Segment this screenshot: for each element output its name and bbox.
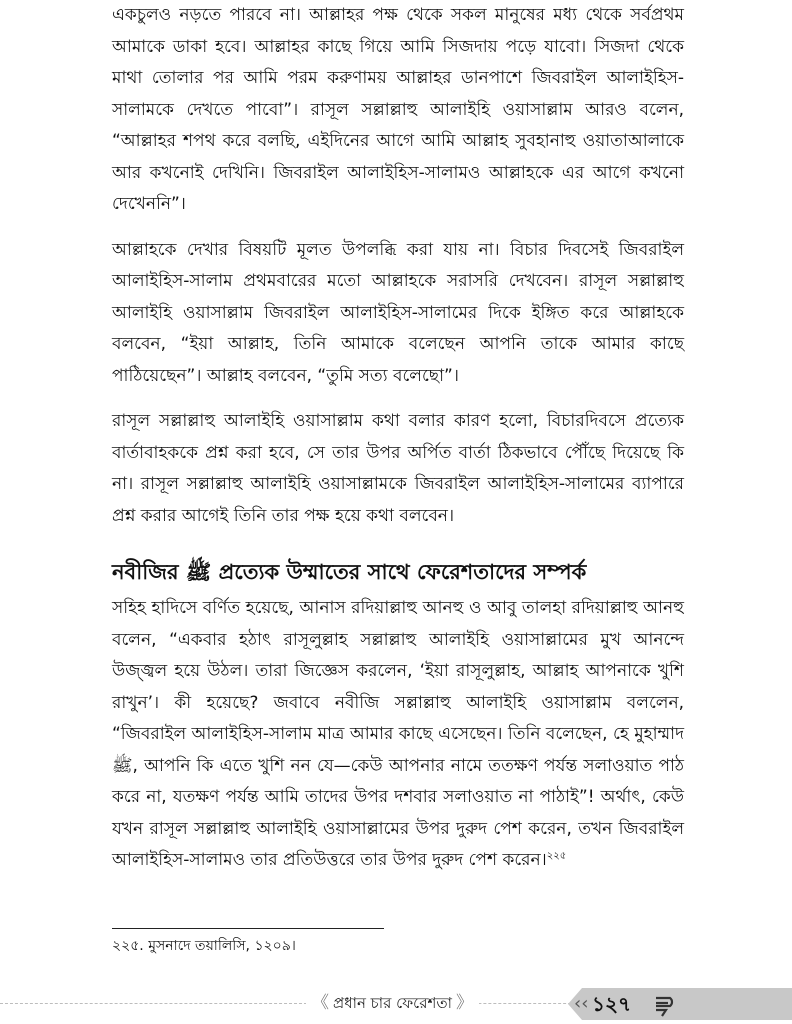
footnote-divider <box>112 928 384 929</box>
section-paragraph <box>112 593 684 877</box>
page-number: ১২৭ <box>592 992 631 1016</box>
book-pages-icon <box>652 992 678 1018</box>
section-text-block <box>112 593 684 891</box>
paragraph-2: আল্লাহকে দেখার বিষয়টি মূলত উপলব্ধি করা যায় না। বিচার দিবসেই জিবরাইল আলাইহিস-সালাম প্রথমবারের মতো আল্লাহকে সরাসরি দেখবেন। রাসূল সল্লাল্লাহু আলাইহি ওয়াসাল্লাম জিবরাইল আলাইহিস-সালামের দিকে ইঙ্গিত করে আল্লাহকে বলবেন, “ইয়া আল্লাহ, তিনি আমাকে বলেছেন আপনি তাকে আমার কাছে পাঠিয়েছেন”। আল্লাহ বলবেন, “তুমি সত্য বলেছো”। <box>112 239 684 386</box>
footnote-marker[interactable]: ২২৫ <box>546 850 567 862</box>
left-ornament-icon: 《 <box>312 993 329 1013</box>
footer-rule <box>0 1003 596 1004</box>
right-ornament-icon: 》 <box>455 993 473 1013</box>
page-footer <box>0 984 792 1024</box>
footnote-text: ২২৫. মুসনাদে তয়ালিসি, ১২০৯। <box>112 938 296 954</box>
paragraph-1: একচুলও নড়তে পারবে না। আল্লাহর পক্ষ থেকে সকল মানুষের মধ্য থেকে সর্বপ্রথম আমাকে ডাকা হবে। আল্লাহর কাছে গিয়ে আমি সিজদায় পড়ে যাবো। সিজদা থেকে মাথা তোলার পর আমি পরম করুণাময় আল্লাহর ডানপাশে জিবরাইল আলাইহিস-সালামকে দেখতে পাবো”। রাসূল সল্লাল্লাহু আলাইহি ওয়াসাল্লাম আরও বলেন, “আল্লাহর শপথ করে বলছি, এইদিনের আগে আমি আল্লাহ সুবহানাহু ওয়াতাআলাকে আর কখনোই দেখিনি। জিবরাইল আলাইহিস-সালামও আল্লাহকে এর আগে কখনো দেখেননি”। <box>112 5 684 214</box>
section-paragraph-text: সহিহ হাদিসে বর্ণিত হয়েছে, আনাস রদিয়াল্লাহু আনহু ও আবু তালহা রদিয়াল্লাহু আনহু বলেন, “একবার হঠাৎ রাসূলুল্লাহ সল্লাল্লাহু আলাইহি ওয়াসাল্লামের মুখ আনন্দে উজ্জ্বল হয়ে উঠল। তারা জিজ্ঞেস করলেন, ‘ইয়া রাসূলুল্লাহ, আল্লাহ আপনাকে খুশি রাখুন’। কী হয়েছে? জবাবে নবীজি সল্লাল্লাহু আলাইহি ওয়াসাল্লাম বললেন, “জিবরাইল আলাইহিস-সালাম মাত্র আমার কাছে এসেছেন। তিনি বলেছেন, হে মুহাম্মাদ ﷺ, আপনি কি এতে খুশি নন যে—কেউ আপনার নামে ততক্ষণ পর্যন্ত সলাওয়াত পাঠ করে না, যতক্ষণ পর্যন্ত আমি তাদের উপর দশবার সলাওয়াত না পাঠাই”! অর্থাৎ, কেউ যখন রাসূল সল্লাল্লাহু আলাইহি ওয়াসাল্লামের উপর দুরুদ পেশ করেন, তখন জিবরাইল আলাইহিস-সালামও তার প্রতিউত্তরে তার উপর দুরুদ পেশ করেন। <box>112 598 684 870</box>
chevron-left-icon: ‹‹ <box>574 993 589 1014</box>
section-heading: নবীজির ﷺ প্রত্যেক উম্মাতের সাথে ফেরেশতাদের সম্পর্ক <box>112 560 587 584</box>
running-title-box <box>306 988 479 1018</box>
running-title: প্রধান চার ফেরেশতা <box>333 994 452 1012</box>
paragraph-3: রাসূল সল্লাল্লাহু আলাইহি ওয়াসাল্লাম কথা বলার কারণ হলো, বিচারদিবসে প্রত্যেক বার্তাবাহককে প্রশ্ন করা হবে, সে তার উপর অর্পিত বার্তা ঠিকভাবে পৌঁছে দিয়েছে কি না। রাসূল সল্লাল্লাহু আলাইহি ওয়াসাল্লামকে জিবরাইল আলাইহিস-সালামের ব্যাপারে প্রশ্ন করার আগেই তিনি তার পক্ষ হয়ে কথা বলবেন। <box>112 411 684 526</box>
opening-text-block <box>112 0 684 546</box>
